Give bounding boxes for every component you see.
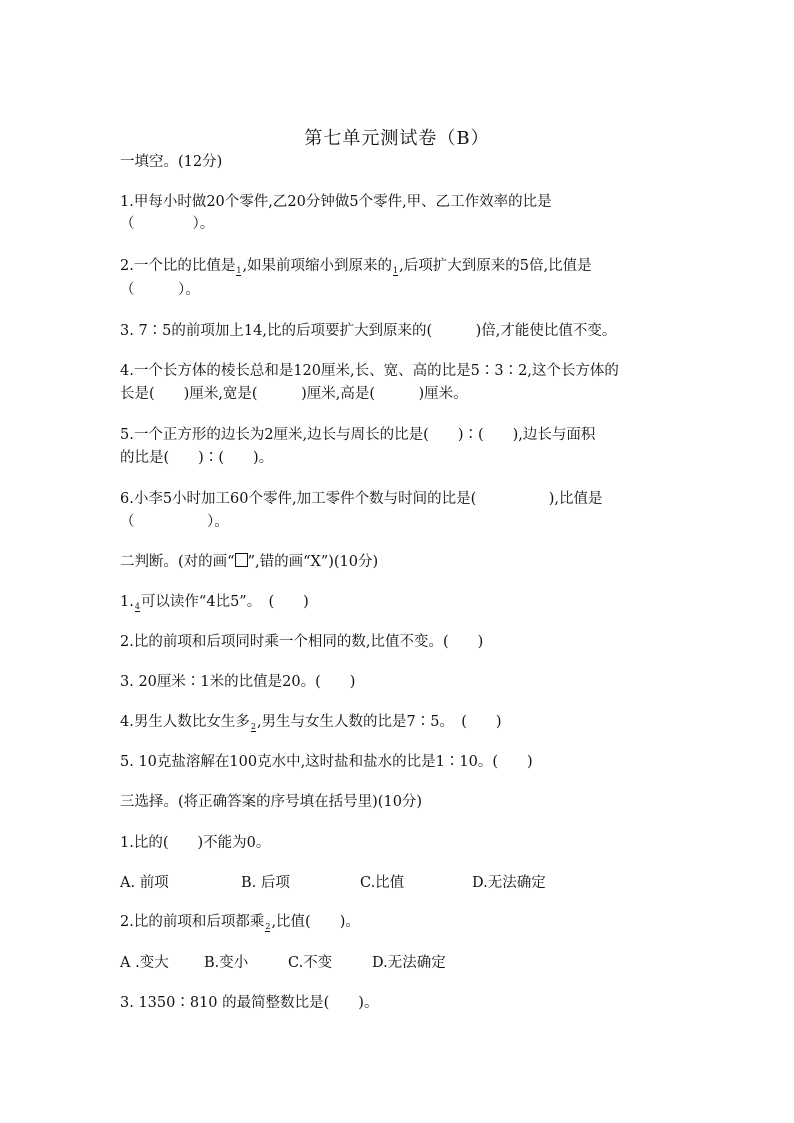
option-d[interactable]: D.无法确定 <box>472 875 546 891</box>
s1-question-6: 6.小李5小时加工60个零件,加工零件个数与时间的比是( ),比值是 <box>120 491 603 507</box>
option-a[interactable]: A .变大 <box>120 955 169 971</box>
s2-question-4 <box>120 712 502 736</box>
s1-question-1-answer[interactable]: （ ）。 <box>120 216 215 232</box>
option-a[interactable]: A. 前项 <box>120 875 169 891</box>
s3-question-1: 1.比的( )不能为0。 <box>120 835 271 851</box>
s1-question-6-answer[interactable]: （ ）。 <box>120 514 229 530</box>
s2-question-2: 2.比的前项和后项同时乘一个相同的数,比值不变。( ) <box>120 634 484 650</box>
s1-q2-text-middle: ,如果前项缩小到原来的 <box>242 258 393 274</box>
fraction: 1 <box>236 266 242 275</box>
page-title: 第七单元测试卷（B） <box>304 128 490 149</box>
option-c[interactable]: C.不变 <box>288 955 333 971</box>
s1-question-1: 1.甲每小时做20个零件,乙20分钟做5个零件,甲、乙工作效率的比是 <box>120 194 552 210</box>
checkbox-square-icon <box>235 553 248 567</box>
option-b[interactable]: B. 后项 <box>241 875 290 891</box>
s3-q2-text-end: ,比值( )。 <box>271 914 360 930</box>
s1-question-4: 4.一个长方体的棱长总和是120厘米,长、宽、高的比是5∶3∶2,这个长方体的 <box>120 363 619 379</box>
s2-q1-text: 可以读作“4比5”。 ( ) <box>140 594 309 610</box>
fraction: 1 <box>393 266 399 275</box>
fraction: 4 <box>134 602 140 611</box>
s2-q4-text-end: ,男生与女生人数的比是7∶5。 ( ) <box>256 714 502 730</box>
section-2-heading <box>120 552 378 572</box>
s2-question-1 <box>120 592 309 616</box>
fraction: 2 <box>250 722 256 731</box>
s3-question-1-options <box>120 873 546 893</box>
s1-question-2-answer[interactable]: （ ）。 <box>120 282 200 298</box>
s3-question-3: 3. 1350∶810 的最简整数比是( )。 <box>120 995 379 1011</box>
section-1-heading: 一填空。(12分) <box>120 154 223 170</box>
fraction: 2 <box>265 922 271 931</box>
s1-question-3: 3. 7∶5的前项加上14,比的后项要扩大到原来的( )倍,才能使比值不变。 <box>120 323 617 339</box>
s1-question-5-cont: 的比是( )∶( )。 <box>120 450 274 466</box>
s2-question-5: 5. 10克盐溶解在100克水中,这时盐和盐水的比是1∶10。( ) <box>120 754 533 770</box>
s1-question-4-cont: 长是( )厘米,宽是( )厘米,高是( )厘米。 <box>120 386 468 402</box>
s1-q2-text-start: 2.一个比的比值是 <box>120 258 236 274</box>
s3-question-2-options <box>120 953 446 973</box>
s2-heading-start: 二判断。(对的画“ <box>120 554 235 570</box>
s3-question-2 <box>120 912 360 936</box>
section-3-heading: 三选择。(将正确答案的序号填在括号里)(10分) <box>120 794 423 810</box>
s3-q2-text-start: 2.比的前项和后项都乘 <box>120 914 265 930</box>
option-d[interactable]: D.无法确定 <box>372 955 446 971</box>
option-b[interactable]: B.变小 <box>204 955 249 971</box>
option-c[interactable]: C.比值 <box>360 875 405 891</box>
s2-heading-end: ”,错的画“X”)(10分) <box>247 554 379 570</box>
s2-q4-text-start: 4.男生人数比女生多 <box>120 714 250 730</box>
s1-question-5: 5.一个正方形的边长为2厘米,边长与周长的比是( )∶( ),边长与面积 <box>120 427 596 443</box>
s2-question-3: 3. 20厘米∶1米的比值是20。( ) <box>120 674 356 690</box>
s1-question-2 <box>120 256 592 280</box>
s1-q2-text-end: ,后项扩大到原来的5倍,比值是 <box>399 258 592 274</box>
s2-q1-number: 1. <box>120 594 134 610</box>
